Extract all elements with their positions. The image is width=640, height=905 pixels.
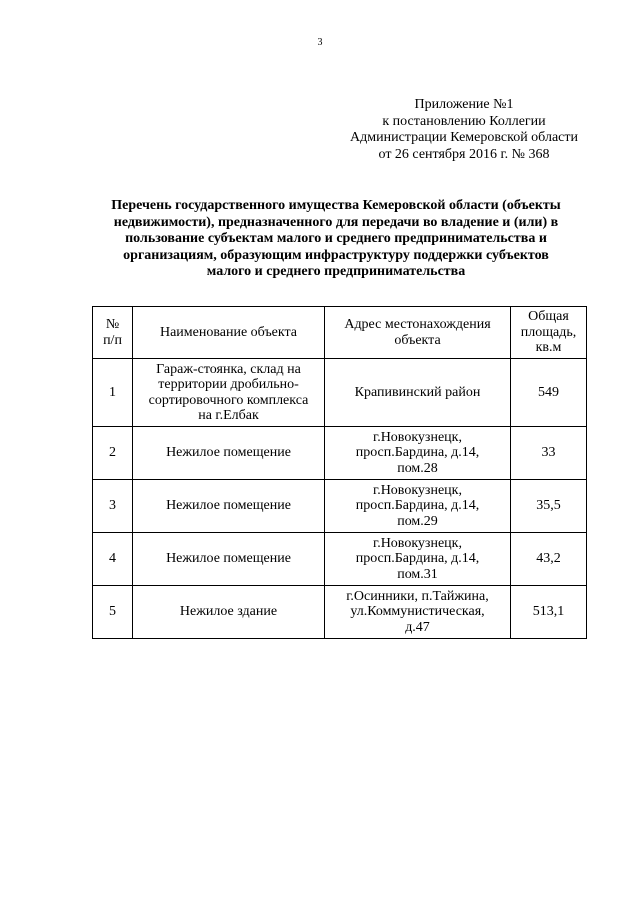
property-table	[92, 306, 587, 639]
cell-area: 43,2	[511, 533, 587, 586]
cell-line: пом.31	[397, 566, 438, 582]
header-name	[133, 307, 325, 359]
appendix-line: от 26 сентября 2016 г. № 368	[378, 146, 550, 162]
cell-line: ул.Коммунистическая,	[350, 604, 485, 620]
cell-area: 513,1	[511, 586, 587, 639]
cell-line: г.Новокузнецк,	[373, 482, 462, 498]
title-line: малого и среднего предпринимательства	[206, 264, 466, 279]
cell-num: 5	[93, 586, 133, 639]
cell-line: пом.29	[397, 513, 438, 529]
table-row	[93, 480, 587, 533]
header-line: №	[105, 317, 120, 332]
cell-address	[325, 427, 511, 480]
appendix-line: Приложение №1	[414, 97, 514, 112]
cell-area: 35,5	[511, 480, 587, 533]
cell-num: 3	[93, 480, 133, 533]
table-header-row	[93, 307, 587, 359]
table-row	[93, 359, 587, 427]
cell-num: 2	[93, 427, 133, 480]
appendix-line: к постановлению Коллегии	[382, 113, 546, 129]
cell-name	[133, 480, 325, 533]
cell-line: Гараж-стоянка, склад на	[156, 361, 301, 377]
cell-name	[133, 427, 325, 480]
cell-name	[133, 586, 325, 639]
cell-num: 1	[93, 359, 133, 427]
table-row	[93, 586, 587, 639]
table-row	[93, 533, 587, 586]
cell-line: Нежилое помещение	[166, 498, 291, 514]
cell-line: сортировочного комплекса	[148, 392, 309, 408]
header-line: Наименование объекта	[159, 324, 298, 340]
cell-line: д.47	[405, 619, 430, 635]
header-area	[511, 307, 587, 359]
cell-line: г.Новокузнецк,	[373, 429, 462, 445]
cell-address	[325, 480, 511, 533]
cell-line: г.Осинники, п.Тайжина,	[346, 588, 489, 604]
cell-address	[325, 586, 511, 639]
cell-address	[325, 533, 511, 586]
title-line: Перечень государственного имущества Кемеровской области (объекты	[111, 198, 561, 213]
table-row	[93, 427, 587, 480]
cell-line: территории дробильно-	[158, 377, 299, 392]
header-line: объекта	[394, 332, 441, 348]
header-line: кв.м	[535, 340, 562, 356]
cell-name	[133, 359, 325, 427]
cell-line: просп.Бардина, д.14,	[355, 551, 480, 567]
title-line: пользование субъектам малого и среднего предпринимательства и	[125, 231, 547, 246]
header-line: площадь,	[520, 324, 577, 340]
header-line: п/п	[103, 332, 122, 348]
cell-line: г.Новокузнецк,	[373, 535, 462, 551]
cell-line: просп.Бардина, д.14,	[355, 498, 480, 514]
title-line: организациям, образующим инфраструктуру поддержки субъектов	[123, 247, 549, 263]
appendix-line: Администрации Кемеровской области	[350, 130, 578, 145]
cell-address	[325, 359, 511, 427]
cell-line: Нежилое помещение	[166, 445, 291, 461]
cell-line: просп.Бардина, д.14,	[355, 445, 480, 461]
header-num	[93, 307, 133, 359]
cell-name	[133, 533, 325, 586]
header-line: Общая	[528, 309, 569, 325]
cell-area: 33	[511, 427, 587, 480]
document-title	[86, 198, 586, 281]
cell-line: Нежилое здание	[179, 604, 278, 620]
header-line: Адрес местонахождения	[344, 317, 491, 332]
cell-line: Крапивинский район	[354, 384, 481, 400]
appendix-header	[344, 97, 584, 163]
cell-num: 4	[93, 533, 133, 586]
title-line: недвижимости), предназначенного для передачи во владение и (или) в	[113, 214, 559, 230]
cell-line: на г.Елбак	[198, 408, 259, 423]
cell-line: пом.28	[397, 460, 438, 476]
cell-line: Нежилое помещение	[166, 551, 291, 567]
header-address	[325, 307, 511, 359]
cell-area: 549	[511, 359, 587, 427]
page-number: 3	[317, 37, 323, 48]
